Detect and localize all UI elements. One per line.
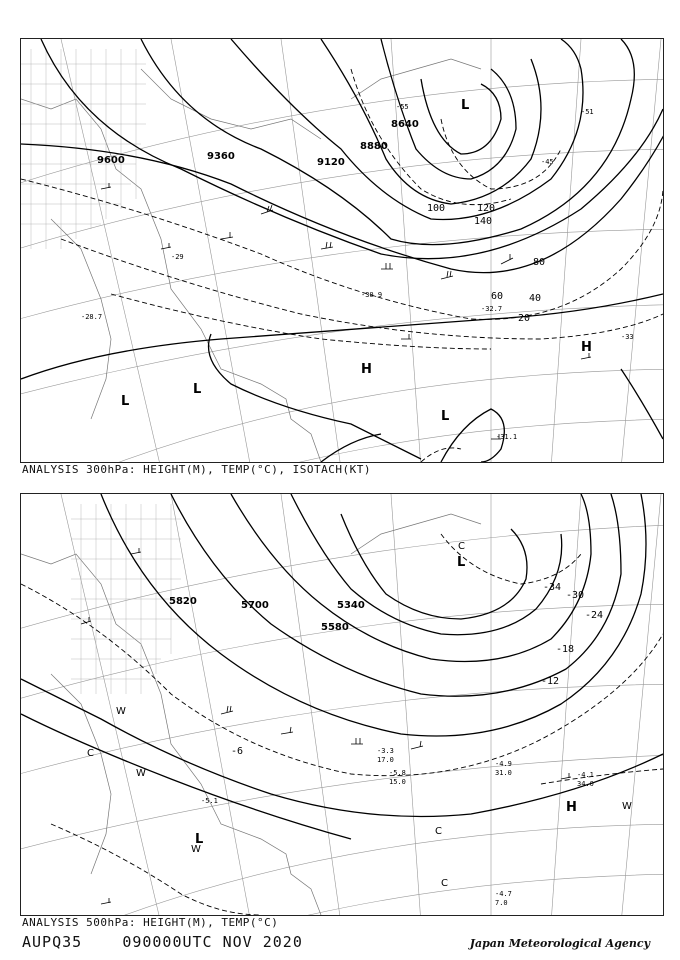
temp-value: -28.7	[81, 313, 103, 321]
high-center-east: H	[581, 340, 592, 355]
temp-value: -4.1	[577, 771, 594, 779]
valid-time: 090000UTC NOV 2020	[122, 933, 303, 951]
isotach-contours	[21, 69, 663, 462]
height-contours	[21, 494, 663, 839]
low-center-small: L	[193, 382, 202, 397]
high-center-east: H	[566, 800, 577, 815]
isotherm-label: -6	[231, 746, 244, 757]
height-label-5700: 5700	[241, 600, 269, 611]
low-center-south: L	[441, 409, 450, 424]
temp-value: -4.7	[495, 890, 512, 898]
height-label-8640: 8640	[391, 119, 419, 130]
agency-name: Japan Meteorological Agency	[469, 937, 650, 950]
chart-code: AUPQ35	[22, 933, 83, 951]
temp-value: -33	[621, 333, 634, 341]
cold-marker: C	[458, 541, 465, 552]
warm-marker: W	[136, 768, 146, 779]
height-label-5580: 5580	[321, 622, 349, 633]
temp-value: -31.1	[496, 433, 518, 441]
warm-marker: W	[622, 801, 632, 812]
temp-value: -4.9	[495, 760, 512, 768]
temp-value: -51	[581, 108, 594, 116]
graticule	[21, 494, 663, 915]
caption-500hpa: ANALYSIS 500hPa: HEIGHT(M), TEMP(°C)	[22, 916, 279, 929]
warm-marker: W	[191, 844, 201, 855]
isotach-label-120: 120	[477, 203, 496, 214]
isotherm-label: -12	[541, 676, 560, 687]
low-center-west: L	[121, 394, 130, 409]
analysis-300hpa-map	[20, 38, 664, 463]
height-label-9360: 9360	[207, 151, 235, 162]
low-center-west: L	[195, 832, 204, 847]
temp-value: -3.3	[377, 747, 394, 755]
temp-value: -29	[171, 253, 184, 261]
temp-value: -5.1	[201, 797, 218, 805]
height-label-9600: 9600	[97, 155, 125, 166]
isotherm-label: -24	[585, 610, 604, 621]
coastline	[21, 514, 481, 915]
analysis-500hpa-map	[20, 493, 664, 916]
isotach-label-140: 140	[474, 216, 493, 227]
temp-value: 34.0	[577, 780, 594, 788]
isotach-label-100: 100	[427, 203, 446, 214]
chart-identifier	[22, 933, 303, 951]
wind-barbs	[81, 548, 571, 904]
temp-value: 17.0	[377, 756, 394, 764]
temp-value: 15.0	[389, 778, 406, 786]
height-label-9120: 9120	[317, 157, 345, 168]
height-label-8880: 8880	[360, 141, 388, 152]
height-label-5820: 5820	[169, 596, 197, 607]
temp-value: -32.7	[481, 305, 503, 313]
temp-value: -55	[396, 103, 409, 111]
temp-value: -45	[541, 158, 554, 166]
cold-marker: C	[435, 826, 442, 837]
cold-marker: C	[441, 878, 448, 889]
low-center-north: L	[457, 555, 466, 570]
isotherm-label: -34	[543, 582, 562, 593]
isotherm-label: -18	[556, 644, 575, 655]
temp-value: -5.8	[389, 769, 406, 777]
temp-value: -30.9	[361, 291, 383, 299]
hatched-area	[71, 504, 181, 694]
isotach-label-80: 80	[533, 257, 546, 268]
height-contours	[21, 39, 663, 462]
isotach-label-40: 40	[529, 293, 542, 304]
high-center-central: H	[361, 362, 372, 377]
isotach-label-20: 20	[518, 313, 531, 324]
warm-marker: W	[116, 706, 126, 717]
height-label-5340: 5340	[337, 600, 365, 611]
wind-barbs	[101, 183, 591, 439]
temp-value: 31.0	[495, 769, 512, 777]
isotherm-label: -30	[566, 590, 585, 601]
isotach-label-60: 60	[491, 291, 504, 302]
map-300hpa-canvas	[21, 39, 663, 462]
temp-value: 7.0	[495, 899, 508, 907]
caption-300hpa: ANALYSIS 300hPa: HEIGHT(M), TEMP(°C), ISOTACH(KT)	[22, 463, 372, 476]
cold-marker: C	[87, 748, 94, 759]
low-center-north: L	[461, 98, 470, 113]
map-500hpa-canvas	[21, 494, 663, 915]
graticule	[21, 39, 663, 462]
